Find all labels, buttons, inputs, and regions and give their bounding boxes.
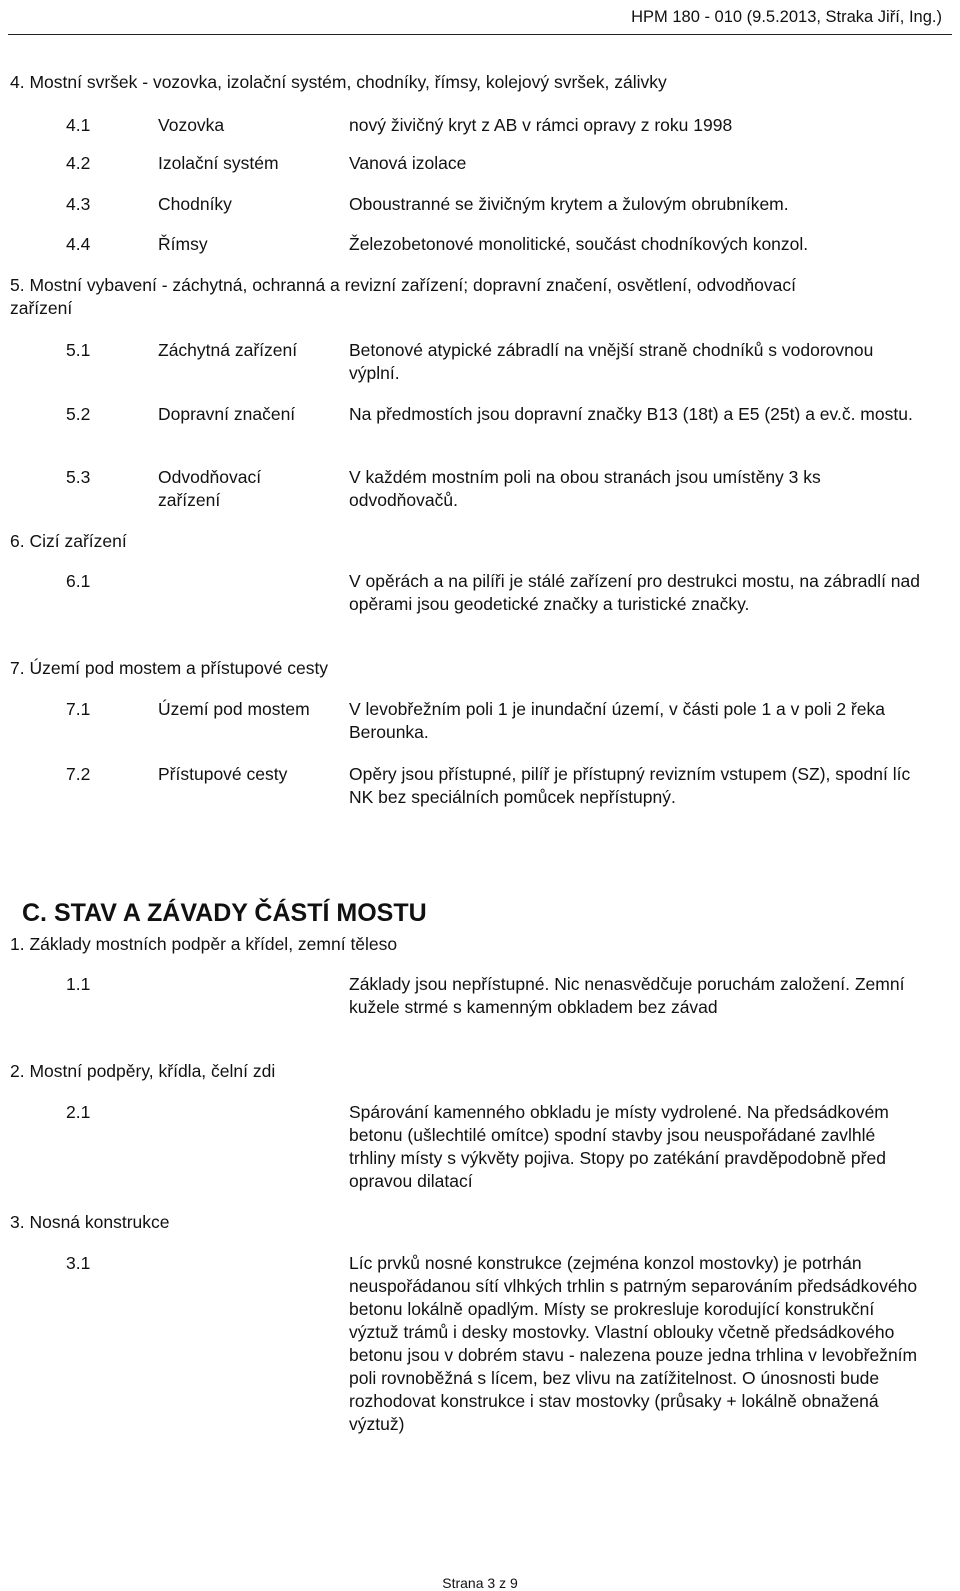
item-number: 7.1 [66, 699, 91, 719]
item-value: nový živičný kryt z AB v rámci opravy z roku 1998 [349, 115, 733, 135]
item-number: 5.3 [66, 467, 91, 487]
section-heading: 2. Mostní podpěry, křídla, čelní zdi [10, 1061, 276, 1081]
item-value: V každém mostním poli na obou stranách jsou umístěny 3 ks odvodňovačů. [349, 467, 821, 510]
item-value: Oboustranné se živičným krytem a žulovým obrubníkem. [349, 194, 789, 214]
section-heading: 7. Území pod mostem a přístupové cesty [10, 658, 329, 678]
item-number: 5.2 [66, 404, 91, 424]
section-heading: 1. Základy mostních podpěr a křídel, zemní těleso [10, 934, 398, 954]
header-rule [8, 34, 952, 35]
part-title: C. STAV A ZÁVADY ČÁSTÍ MOSTU [22, 899, 427, 927]
item-number: 4.2 [66, 153, 91, 173]
header-title: HPM 180 - 010 (9.5.2013, Straka Jiří, Ing.) [631, 8, 942, 26]
item-number: 4.1 [66, 115, 91, 135]
item-number: 5.1 [66, 340, 91, 360]
section-heading: 4. Mostní svršek - vozovka, izolační systém, chodníky, římsy, kolejový svršek, zálivky [10, 72, 667, 92]
item-value: Na předmostích jsou dopravní značky B13 (18t) a E5 (25t) a ev.č. mostu. [349, 404, 913, 424]
item-label: Odvodňovací [158, 467, 262, 487]
item-number: 2.1 [66, 1102, 91, 1122]
section-heading: 3. Nosná konstrukce [10, 1212, 170, 1232]
item-label: Izolační systém [158, 153, 279, 173]
item-value: Základy jsou nepřístupné. Nic nenasvědčuje poruchám založení. Zemní kužele strmé s kamenným obkladem bez závad [349, 974, 905, 1017]
item-number: 6.1 [66, 571, 91, 591]
item-label: Území pod mostem [158, 699, 310, 719]
item-value: V levobřežním poli 1 je inundační území, v části pole 1 a v poli 2 řeka Berounka. [349, 699, 885, 742]
item-value: V opěrách a na pilíři je stálé zařízení pro destrukci mostu, na zábradlí nad opěrami jsou geodetické značky a turistické značky. [349, 571, 920, 614]
item-label: Záchytná zařízení [158, 340, 298, 360]
item-label-cont: zařízení [158, 490, 221, 510]
item-value: Betonové atypické zábradlí na vnější straně chodníků s vodorovnou výplní. [349, 340, 874, 383]
section-heading: 6. Cizí zařízení [10, 531, 127, 551]
item-value: Železobetonové monolitické, součást chodníkových konzol. [349, 234, 809, 254]
item-number: 4.3 [66, 194, 91, 214]
item-value: Opěry jsou přístupné, pilíř je přístupný revizním vstupem (SZ), spodní líc NK bez speciálních pomůcek nepřístupný. [349, 764, 911, 807]
section-heading: 5. Mostní vybavení - záchytná, ochranná a revizní zařízení; dopravní značení, osvětlení, odvodňovací [10, 275, 796, 295]
item-value: Vanová izolace [349, 153, 467, 173]
item-label: Vozovka [158, 115, 225, 135]
item-label: Chodníky [158, 194, 232, 214]
page-number: Strana 3 z 9 [442, 1575, 518, 1591]
item-label: Přístupové cesty [158, 764, 288, 784]
item-value: Líc prvků nosné konstrukce (zejména konzol mostovky) je potrhán neuspořádanou sítí vlhkých trhlin s patrným separováním předsádkového betonu lokálně opadlým. Místy se prokresluje korodující konstrukční výztuž trámů i desky mostovky. Vlastní oblouky včetně předsádkového betonu jsou v dobrém stavu - nalezena pouze jedna trhlina v levobřežním poli rovnoběžná s lícem, bez vlivu na zatížitelnost. O únosnosti bude rozhodovat konstrukce i stav mostovky (průsaky + lokálně obnažená výztuž) [349, 1253, 918, 1434]
item-number: 7.2 [66, 764, 91, 784]
item-number: 1.1 [66, 974, 91, 994]
section-heading-cont: zařízení [10, 298, 73, 318]
item-value: Spárování kamenného obkladu je místy vydrolené. Na předsádkovém betonu (ušlechtilé omítce) spodní stavby jsou neuspořádané zavlhlé trhliny místy s výkvěty pojiva. Stopy po zatékání pravděpodobně před opravou dilatací [349, 1102, 889, 1191]
item-label: Dopravní značení [158, 404, 296, 424]
item-number: 3.1 [66, 1253, 91, 1273]
item-number: 4.4 [66, 234, 91, 254]
item-label: Římsy [158, 234, 208, 254]
